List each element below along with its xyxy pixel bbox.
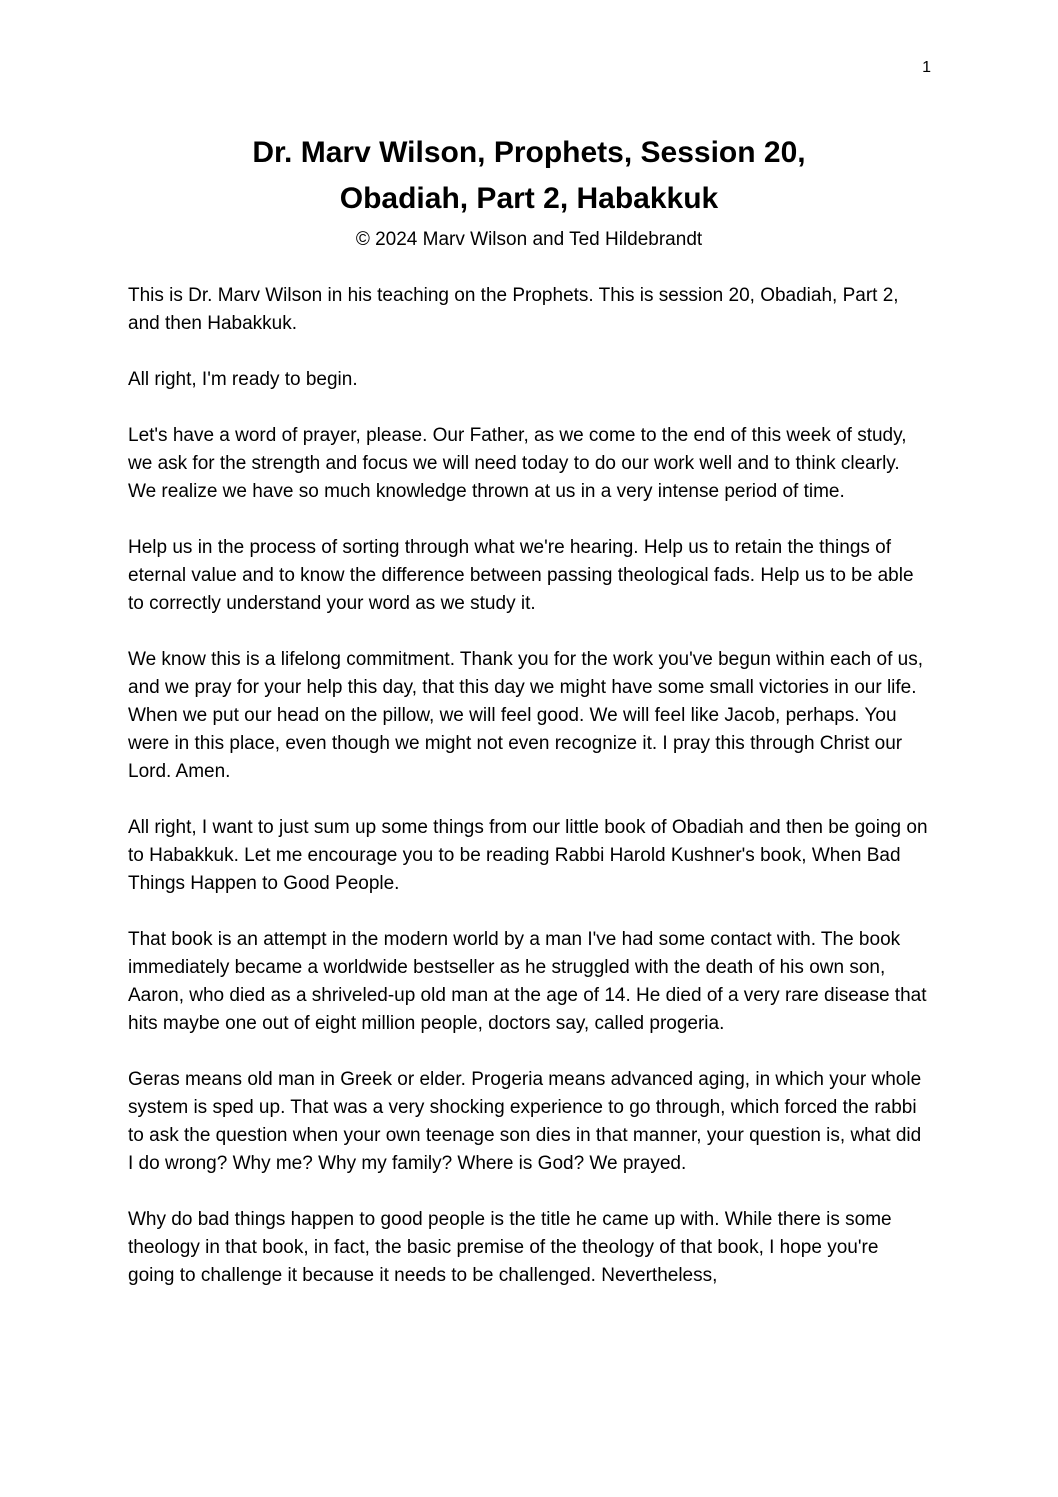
paragraph-bad-things-title: Why do bad things happen to good people is the title he came up with. While there is some theology in that book, in fact, the basic premise of the theology of that book, I hope you're going to challenge it because it needs to be challenged. Nevertheless, (128, 1209, 892, 1286)
document-title (128, 130, 930, 222)
paragraph-ready-to-begin: All right, I'm ready to begin. (128, 369, 358, 390)
page-number: 1 (922, 59, 931, 76)
paragraph-kushner-book: That book is an attempt in the modern world by a man I've had some contact with. The book immediately became a worldwide bestseller as he struggled with the death of his own son, Aaron, who died as a shriveled-up old man at the age of 14. He died of a very rare disease that hits maybe one out of eight million people, doctors say, called progeria. (128, 929, 927, 1034)
paragraph-progeria: Geras means old man in Greek or elder. Progeria means advanced aging, in which your whole system is sped up. That was a very shocking experience to go through, which forced the rabbi to ask the question when your own teenage son dies in that manner, your question is, what did I do wrong? Why me? Why my family? Where is God? We prayed. (128, 1069, 922, 1174)
copyright-line: © 2024 Marv Wilson and Ted Hildebrandt (355, 229, 703, 250)
paragraph-intro: This is Dr. Marv Wilson in his teaching on the Prophets. This is session 20, Obadiah, Part 2, and then Habakkuk. (128, 285, 899, 334)
paragraph-prayer-2: Help us in the process of sorting through what we're hearing. Help us to retain the things of eternal value and to know the difference between passing theological fads. Help us to be able to correctly understand your word as we study it. (128, 537, 914, 614)
transcript-body (128, 282, 930, 1290)
paragraph-obadiah-summary: All right, I want to just sum up some things from our little book of Obadiah and then be going on to Habakkuk. Let me encourage you to be reading Rabbi Harold Kushner's book, When Bad Things Happen to Good People. (128, 817, 928, 894)
paragraph-prayer-1: Let's have a word of prayer, please. Our Father, as we come to the end of this week of study, we ask for the strength and focus we will need today to do our work well and to think clearly. We realize we have so much knowledge thrown at us in a very intense period of time. (128, 425, 907, 502)
paragraph-prayer-3: We know this is a lifelong commitment. Thank you for the work you've begun within each of us, and we pray for your help this day, that this day we might have some small victories in our life. When we put our head on the pillow, we will feel good. We will feel like Jacob, perhaps. You were in this place, even though we might not even recognize it. I pray this through Christ our Lord. Amen. (128, 649, 923, 782)
title-line-2: Obadiah, Part 2, Habakkuk (339, 182, 719, 215)
title-line-1: Dr. Marv Wilson, Prophets, Session 20, (252, 136, 806, 169)
